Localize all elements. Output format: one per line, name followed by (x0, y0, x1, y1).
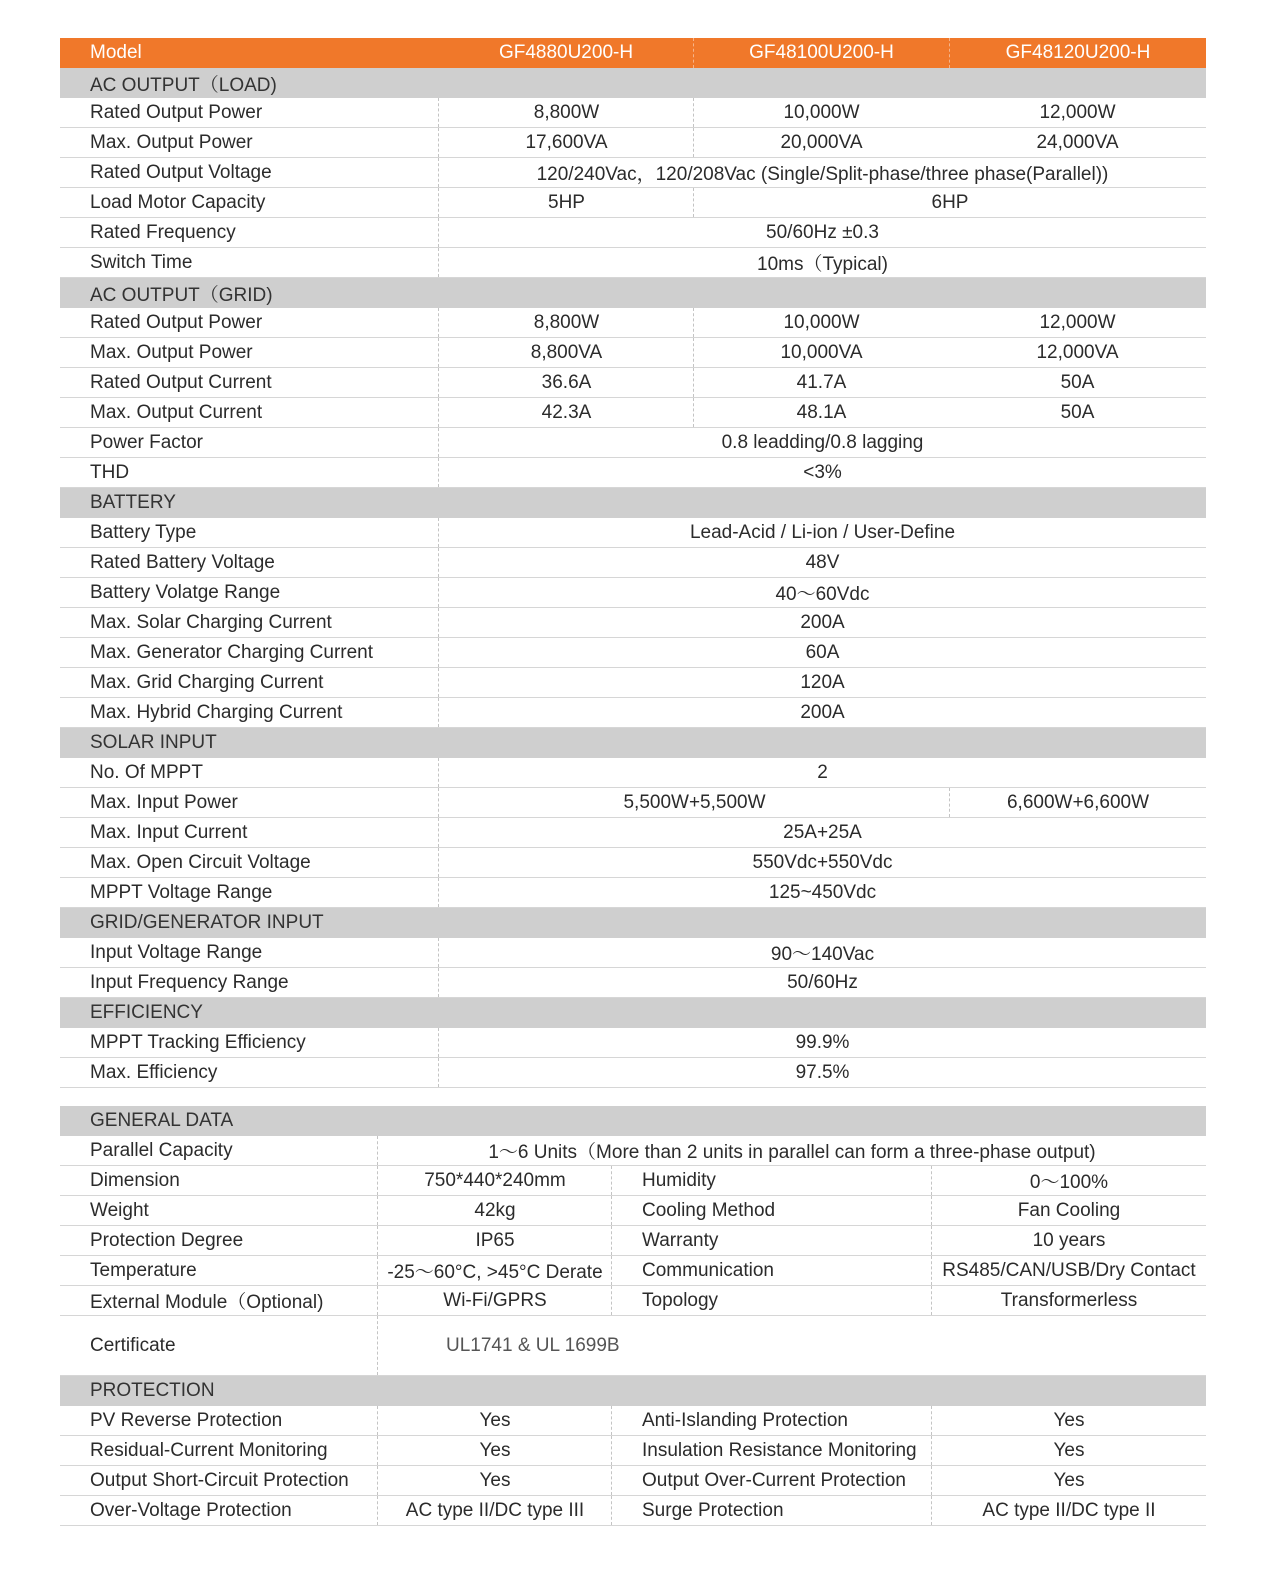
table-row (60, 1466, 1206, 1496)
row-label-2: Output Over-Current Protection (611, 1466, 932, 1495)
row-label: Battery Type (90, 521, 197, 543)
row-label: MPPT Voltage Range (90, 881, 273, 903)
model-header-row (60, 38, 1206, 68)
table-row (60, 968, 1206, 998)
table-row (60, 158, 1206, 188)
spec-table (60, 38, 1206, 1088)
cell-value: 10,000VA (693, 338, 949, 367)
cell-value: 550Vdc+550Vdc (438, 848, 1206, 877)
cell-value: Lead-Acid / Li-ion / User-Define (438, 518, 1206, 547)
row-label: Rated Frequency (90, 221, 236, 243)
table-row (60, 1226, 1206, 1256)
cell-value: 90～140Vac (438, 938, 1206, 967)
row-label: Output Short-Circuit Protection (90, 1469, 349, 1491)
cell-value: Yes (377, 1466, 612, 1495)
cell-value: 17,600VA (438, 128, 694, 157)
row-label: Rated Output Power (90, 311, 263, 333)
model-label: Model (90, 42, 142, 63)
row-label-2: Warranty (611, 1226, 932, 1255)
row-label: Certificate (90, 1334, 176, 1356)
cell-value: 50/60Hz (438, 968, 1206, 997)
table-row (60, 398, 1206, 428)
cell-value: 2 (438, 758, 1206, 787)
table-row (60, 1406, 1206, 1436)
row-label: PV Reverse Protection (90, 1409, 283, 1431)
row-label: Max. Grid Charging Current (90, 671, 324, 693)
row-label: External Module（Optional) (90, 1292, 324, 1313)
table-row (60, 638, 1206, 668)
table-row (60, 668, 1206, 698)
certificate-value: UL1741 & UL 1699B (377, 1316, 1206, 1375)
cell-value: 200A (438, 608, 1206, 637)
table-row (60, 368, 1206, 398)
row-label: Input Frequency Range (90, 971, 289, 993)
cell-value: 12,000W (1039, 311, 1116, 333)
table-row (60, 788, 1206, 818)
row-label: Max. Output Power (90, 131, 253, 153)
general-table (60, 1106, 1206, 1526)
section-protection (60, 1376, 1206, 1406)
cell-value: 120A (438, 668, 1206, 697)
row-label: Power Factor (90, 431, 203, 453)
cell-value: 8,800VA (438, 338, 694, 367)
cell-value: 8,800W (438, 308, 694, 337)
row-label: Max. Input Power (90, 791, 238, 813)
table-row (60, 608, 1206, 638)
cell-value: 25A+25A (438, 818, 1206, 847)
table-row (60, 1166, 1206, 1196)
row-label: Rated Output Voltage (90, 161, 272, 183)
section-title: BATTERY (90, 492, 176, 513)
section-title: SOLAR INPUT (90, 732, 217, 753)
cell-value: 97.5% (438, 1058, 1206, 1087)
row-label-2: Cooling Method (611, 1196, 932, 1225)
section-title: GRID/GENERATOR INPUT (90, 912, 324, 933)
row-label: Switch Time (90, 251, 193, 273)
cell-value: <3% (438, 458, 1206, 487)
table-row (60, 848, 1206, 878)
cell-value: IP65 (377, 1226, 612, 1255)
cell-value: 50A (1060, 401, 1095, 423)
table-row (60, 938, 1206, 968)
cell-value: 99.9% (438, 1028, 1206, 1057)
row-label: Protection Degree (90, 1229, 244, 1251)
row-label: Max. Output Current (90, 401, 263, 423)
certificate-row (60, 1316, 1206, 1376)
table-row (60, 1136, 1206, 1166)
cell-value: Yes (377, 1436, 612, 1465)
cell-value: 36.6A (438, 368, 694, 397)
section-title: EFFICIENCY (90, 1002, 203, 1023)
row-label: Rated Battery Voltage (90, 551, 275, 573)
cell-value: 5,500W+5,500W (438, 788, 950, 817)
model-2: GF48100U200-H (693, 38, 949, 68)
table-row (60, 1286, 1206, 1316)
table-row (60, 758, 1206, 788)
section-title: AC OUTPUT（LOAD) (90, 74, 277, 96)
cell-value: 750*440*240mm (377, 1166, 612, 1195)
cell-value-2: AC type II/DC type II (931, 1496, 1206, 1525)
model-1: GF4880U200-H (498, 42, 634, 63)
cell-value: 12,000W (1039, 101, 1116, 123)
row-label: No. Of MPPT (90, 761, 203, 783)
cell-value: 20,000VA (693, 128, 949, 157)
row-label: Max. Solar Charging Current (90, 611, 332, 633)
cell-value-2: 10 years (931, 1226, 1206, 1255)
row-label-2: Insulation Resistance Monitoring (611, 1436, 932, 1465)
table-row (60, 1196, 1206, 1226)
cell-value: Yes (377, 1406, 612, 1435)
table-row (60, 578, 1206, 608)
row-label: Residual-Current Monitoring (90, 1439, 328, 1461)
cell-value: 42kg (377, 1196, 612, 1225)
cell-value: 5HP (438, 188, 694, 217)
table-row (60, 1256, 1206, 1286)
table-row (60, 98, 1206, 128)
row-label: Dimension (90, 1169, 180, 1191)
table-row (60, 548, 1206, 578)
cell-value: 6,600W+6,600W (949, 788, 1206, 817)
row-label: MPPT Tracking Efficiency (90, 1031, 306, 1053)
cell-value: AC type II/DC type III (377, 1496, 612, 1525)
table-row (60, 338, 1206, 368)
cell-value-2: 0～100% (931, 1166, 1206, 1195)
cell-value: 6HP (693, 188, 1206, 217)
table-row (60, 698, 1206, 728)
cell-value: 50A (1060, 371, 1095, 393)
row-label-2: Anti-Islanding Protection (611, 1406, 932, 1435)
row-label: Battery Volatge Range (90, 581, 281, 603)
table-row (60, 428, 1206, 458)
cell-value-2: RS485/CAN/USB/Dry Contact (931, 1256, 1206, 1285)
cell-value-2: Yes (931, 1406, 1206, 1435)
row-label: Rated Output Power (90, 101, 263, 123)
cell-value: 10,000W (693, 98, 949, 127)
row-label: Weight (90, 1199, 149, 1221)
model-3: GF48120U200-H (949, 38, 1206, 68)
table-row (60, 1058, 1206, 1088)
row-label: Temperature (90, 1259, 197, 1281)
section-general-data (60, 1106, 1206, 1136)
cell-value: 48.1A (693, 398, 949, 427)
section-solar-input (60, 728, 1206, 758)
row-label: Rated Output Current (90, 371, 272, 393)
row-label: Max. Generator Charging Current (90, 641, 374, 663)
cell-value: 1～6 Units（More than 2 units in parallel can form a three-phase output) (377, 1136, 1206, 1165)
table-row (60, 188, 1206, 218)
section-ac-output-load (60, 68, 1206, 98)
cell-value-2: Transformerless (931, 1286, 1206, 1315)
cell-value-2: Fan Cooling (931, 1196, 1206, 1225)
table-row (60, 128, 1206, 158)
section-ac-output-grid (60, 278, 1206, 308)
row-label-2: Surge Protection (611, 1496, 932, 1525)
cell-value-2: Yes (931, 1466, 1206, 1495)
cell-value: 50/60Hz ±0.3 (438, 218, 1206, 247)
table-row (60, 878, 1206, 908)
cell-value: 120/240Vac，120/208Vac (Single/Split-phase/three phase(Parallel)) (438, 158, 1206, 187)
cell-value: 0.8 leadding/0.8 lagging (438, 428, 1206, 457)
row-label: Parallel Capacity (90, 1139, 233, 1161)
cell-value: 10ms（Typical) (438, 248, 1206, 277)
row-label: Input Voltage Range (90, 941, 263, 963)
table-row (60, 1496, 1206, 1526)
section-title: GENERAL DATA (90, 1110, 234, 1131)
table-row (60, 308, 1206, 338)
table-row (60, 818, 1206, 848)
cell-value: 60A (438, 638, 1206, 667)
cell-value: 48V (438, 548, 1206, 577)
row-label-2: Topology (611, 1286, 932, 1315)
cell-value: 41.7A (693, 368, 949, 397)
row-label-2: Communication (611, 1256, 932, 1285)
table-row (60, 518, 1206, 548)
section-efficiency (60, 998, 1206, 1028)
section-grid-generator-input (60, 908, 1206, 938)
row-label: Max. Input Current (90, 821, 248, 843)
row-label: Max. Output Power (90, 341, 253, 363)
cell-value: 200A (438, 698, 1206, 727)
table-row (60, 458, 1206, 488)
row-label: Over-Voltage Protection (90, 1499, 292, 1521)
row-label-2: Humidity (611, 1166, 932, 1195)
row-label: Load Motor Capacity (90, 191, 266, 213)
row-label: Max. Open Circuit Voltage (90, 851, 311, 873)
row-label: THD (90, 461, 130, 483)
section-title: AC OUTPUT（GRID) (90, 284, 273, 306)
section-title: PROTECTION (90, 1380, 215, 1401)
section-battery (60, 488, 1206, 518)
cell-value: 8,800W (438, 98, 694, 127)
table-row (60, 1028, 1206, 1058)
table-row (60, 248, 1206, 278)
row-label: Max. Hybrid Charging Current (90, 701, 343, 723)
cell-value: 40～60Vdc (438, 578, 1206, 607)
cell-value: 125~450Vdc (438, 878, 1206, 907)
row-label: Max. Efficiency (90, 1061, 218, 1083)
cell-value-2: Yes (931, 1436, 1206, 1465)
cell-value: 10,000W (693, 308, 949, 337)
cell-value: 12,000VA (1036, 341, 1119, 363)
cell-value: -25～60°C, >45°C Derate (377, 1256, 612, 1285)
cell-value: 24,000VA (1036, 131, 1119, 153)
table-row (60, 218, 1206, 248)
table-row (60, 1436, 1206, 1466)
cell-value: 42.3A (438, 398, 694, 427)
cell-value: Wi-Fi/GPRS (377, 1286, 612, 1315)
